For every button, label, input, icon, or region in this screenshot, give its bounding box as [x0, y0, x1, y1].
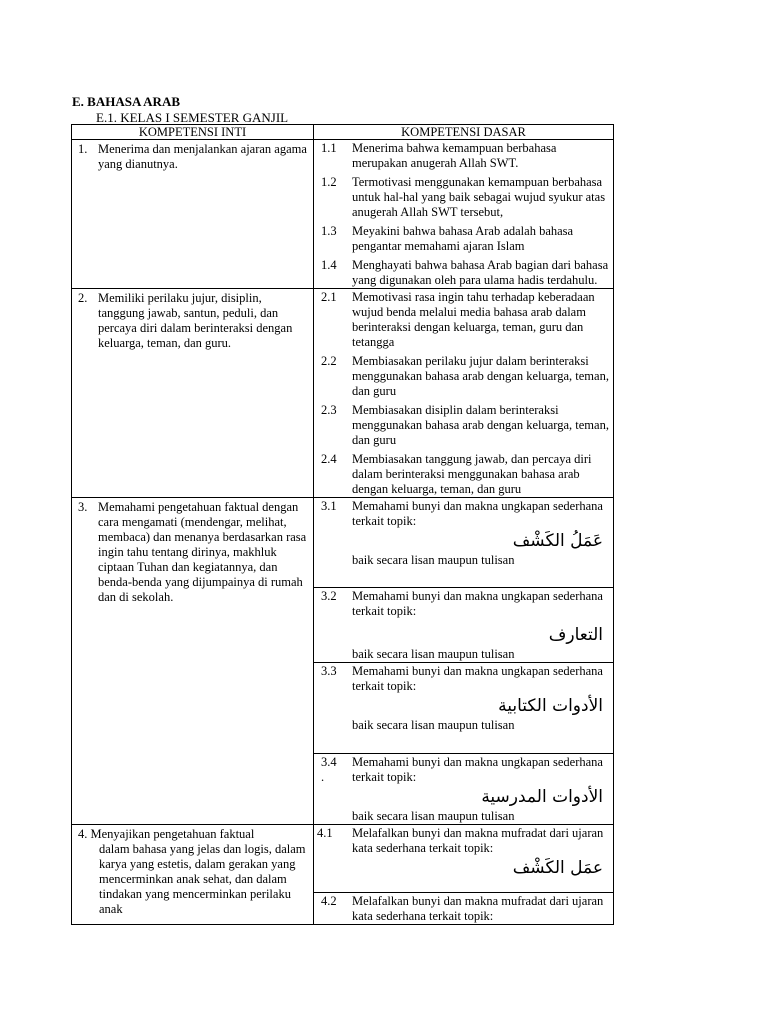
kd-item [314, 893, 613, 924]
kd-tail-text: baik secara lisan maupun tulisan [352, 647, 515, 661]
kd-text: Membiasakan disiplin dalam berinteraksi menggunakan bahasa arab dengan keluarga, teman, dan guru [352, 403, 609, 447]
kd-cell [314, 825, 614, 893]
kd-text: Menerima bahwa kemampuan berbahasa merupakan anugerah Allah SWT. [352, 141, 557, 170]
table-row [72, 825, 614, 893]
kd-cell [314, 754, 614, 825]
ki-cell [72, 140, 314, 289]
kd-cell [314, 588, 614, 663]
kd-text: Membiasakan tanggung jawab, dan percaya diri dalam berinteraksi menggunakan bahasa arab dengan keluarga, teman, dan guru [352, 452, 592, 496]
ki-cell [72, 498, 314, 825]
kd-text: Melafalkan bunyi dan makna mufradat dari ujaran kata sederhana terkait topik: [352, 826, 604, 855]
kd-number: 2.1 [321, 290, 337, 304]
kd-cell [314, 893, 614, 925]
ki-cell [72, 289, 314, 498]
kd-item [314, 451, 613, 497]
kd-item [314, 754, 613, 824]
header-kompetensi-inti: KOMPETENSI INTI [72, 125, 314, 140]
kd-text: Melafalkan bunyi dan makna mufradat dari ujaran kata sederhana terkait topik: [352, 894, 604, 923]
arabic-topic: الأدوات الكتابية [498, 696, 603, 716]
kd-item [314, 825, 613, 892]
arabic-topic: عَمَلُ الكَشْف [512, 531, 603, 551]
kd-text: Memahami bunyi dan makna ungkapan sederhana terkait topik: [352, 664, 603, 693]
kd-tail-text: baik secara lisan maupun tulisan [352, 718, 515, 732]
kd-number: 1.3 [321, 224, 337, 238]
ki-text: Memiliki perilaku jujur, disiplin, tanggung jawab, santun, peduli, dan percaya diri dalam berinteraksi dengan keluarga, teman, dan guru. [98, 291, 293, 350]
table-row [72, 140, 614, 289]
kd-number-dot: . [321, 770, 325, 784]
kd-item [314, 353, 613, 399]
kd-text: Memahami bunyi dan makna ungkapan sederhana terkait topik: [352, 589, 603, 618]
kd-number: 4.2 [321, 894, 337, 908]
kd-number: 1.2 [321, 175, 337, 189]
kd-cell [314, 289, 614, 498]
table-header-row [72, 125, 614, 140]
kd-item [314, 174, 613, 220]
table-row [72, 289, 614, 498]
kd-number: 1.1 [321, 141, 337, 155]
kd-text: Menghayati bahwa bahasa Arab bagian dari bahasa yang digunakan oleh para ulama hadis terdahulu. [352, 258, 609, 287]
kd-item [314, 588, 613, 662]
kd-number: 3.4 [321, 755, 337, 769]
kd-text: Memahami bunyi dan makna ungkapan sederhana terkait topik: [352, 499, 603, 528]
kd-item [314, 257, 613, 288]
kd-text: Meyakini bahwa bahasa Arab adalah bahasa pengantar memahami ajaran Islam [352, 224, 574, 253]
kd-number: 1.4 [321, 258, 337, 272]
ki-cell [72, 825, 314, 925]
ki-number: 1. [78, 142, 88, 156]
kd-text: Membiasakan perilaku jujur dalam berinteraksi menggunakan bahasa arab dengan keluarga, teman, dan guru [352, 354, 609, 398]
competency-table [71, 124, 614, 925]
table-row [72, 498, 614, 588]
ki-text-continued: dalam bahasa yang jelas dan logis, dalam karya yang estetis, dalam gerakan yang mencerminkan anak sehat, dan dalam tindakan yang mencerminkan perilaku anak [99, 842, 306, 916]
ki-text: 4. Menyajikan pengetahuan faktual [78, 827, 255, 841]
kd-number: 2.3 [321, 403, 337, 417]
kd-cell [314, 140, 614, 289]
kd-item [314, 289, 613, 350]
kd-number: 3.3 [321, 664, 337, 678]
ki-number: 2. [78, 291, 88, 305]
kd-text: Memotivasi rasa ingin tahu terhadap keberadaan wujud benda melalui media bahasa arab dalam berinteraksi dengan keluarga, teman, guru dan tetangga [352, 290, 595, 349]
kd-number: 2.4 [321, 452, 337, 466]
header-kompetensi-dasar: KOMPETENSI DASAR [314, 125, 614, 140]
kd-item [314, 663, 613, 753]
kd-tail-text: baik secara lisan maupun tulisan [352, 809, 515, 823]
ki-text: Menerima dan menjalankan ajaran agama yang dianutnya. [98, 142, 307, 171]
kd-number: 3.2 [321, 589, 337, 603]
kd-text: Termotivasi menggunakan kemampuan berbahasa untuk hal-hal yang baik sebagai wujud syukur atas anugerah Allah SWT tersebut, [352, 175, 606, 219]
arabic-topic: عمَل الكَشْف [512, 858, 603, 878]
kd-item [314, 498, 613, 587]
kd-text: Memahami bunyi dan makna ungkapan sederhana terkait topik: [352, 755, 603, 784]
arabic-topic: الأدوات المدرسية [481, 787, 603, 807]
kd-item [314, 402, 613, 448]
ki-text: Memahami pengetahuan faktual dengan cara mengamati (mendengar, melihat, membaca) dan menanya berdasarkan rasa ingin tahu tentang dirinya, makhluk ciptaan Tuhan dan kegiatannya, dan benda-benda yang dijumpainya di rumah dan di sekolah. [98, 500, 307, 604]
section-heading: E. BAHASA ARAB [72, 94, 180, 109]
kd-cell [314, 663, 614, 754]
ki-number: 3. [78, 500, 88, 514]
kd-item [314, 140, 613, 171]
kd-number: 3.1 [321, 499, 337, 513]
section-subheading: E.1. KELAS I SEMESTER GANJIL [96, 110, 289, 125]
kd-cell [314, 498, 614, 588]
arabic-topic: التعارف [548, 625, 603, 645]
kd-number: 4.1 [317, 826, 333, 840]
kd-number: 2.2 [321, 354, 337, 368]
kd-tail-text: baik secara lisan maupun tulisan [352, 553, 515, 567]
kd-item [314, 223, 613, 254]
